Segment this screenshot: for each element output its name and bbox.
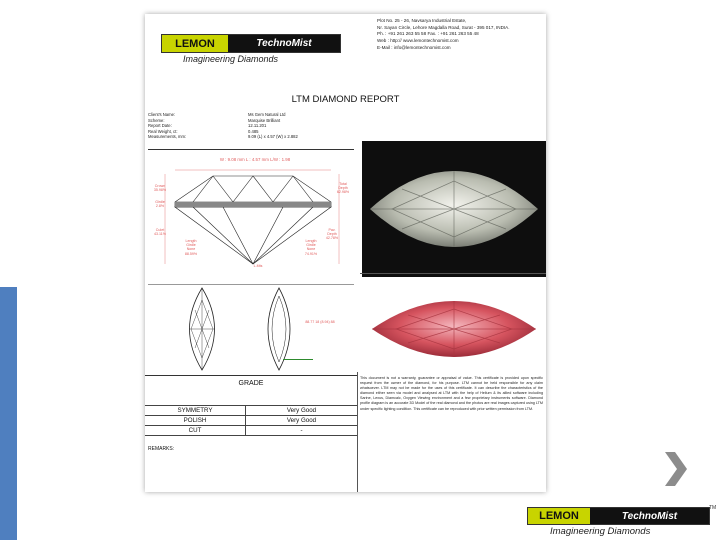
grade-value: Very Good xyxy=(246,416,358,426)
grade-top-rule xyxy=(145,375,357,376)
grade-label: SYMMETRY xyxy=(145,406,246,416)
footer-logo-lemon: LEMON xyxy=(528,508,590,524)
address-line: Plot No. 25 - 26, Navsarya Industrial Estate, xyxy=(377,18,467,23)
grade-row xyxy=(145,416,357,426)
address-phone: Ph. : +91 261 263 55 58 Fax. : +91 261 263 55 48 xyxy=(377,31,479,37)
company-address xyxy=(377,18,542,52)
girdle-note: Girdle 2.8% xyxy=(155,200,165,209)
trademark-mark: TM xyxy=(709,505,717,511)
diamond-photo-white xyxy=(362,141,546,277)
property-key: Measurements, mm: xyxy=(148,134,187,140)
section-divider xyxy=(148,284,354,285)
grade-label: POLISH xyxy=(145,416,246,426)
report-document xyxy=(145,14,546,492)
length-girdle-left-note: Length Girdle None 88.59% xyxy=(184,239,198,256)
property-value: 9.09 (L) x 4.57 (W) x 2.882 xyxy=(248,134,298,140)
property-value: Marquise Brilliant xyxy=(248,117,281,123)
footer-tagline: Imagineering Diamonds xyxy=(550,526,651,537)
pavilion-depth-note: Pav. Depth 42.78% xyxy=(325,228,339,241)
chevron-right-icon[interactable] xyxy=(663,450,689,488)
remarks-label: REMARKS: xyxy=(148,446,175,452)
property-row xyxy=(148,134,353,140)
diagram-header: W : 9.08 mm L : 4.57 mm L/W : 1.98 xyxy=(219,157,291,162)
report-title: LTM DIAMOND REPORT xyxy=(291,94,400,105)
disclaimer-text: This document is not a warranty, guarantee or appraisal of value. This certificate is provided upon specific request from the owner of the diamond, for his purpose. LTM cannot be held responsible for any claim whatsoever. LTM may not be made for the uses of this certificate. It can describe the characteristics of the diamond either seen via model and analysed at LTM with the help of Helium & its allied software including Sarine, Lexus, Diamcalc, Oxygen Viewing environment and a few proprietary instruments software. Diamond profile diagram is an accurate 3D Model of the real diamond and the photos are real images captured using LTM under specific lighting condition. This certificate can be reproduced with prior written permission from LTM. xyxy=(360,376,543,411)
grade-value: - xyxy=(246,426,358,436)
diamond-photo-red xyxy=(362,279,546,379)
culet-label: L.Mts xyxy=(253,264,263,268)
side-accent-bar xyxy=(0,287,17,540)
grade-row xyxy=(145,426,357,436)
section-divider xyxy=(148,149,354,150)
header-logo xyxy=(161,34,341,53)
scale-bar xyxy=(283,359,313,360)
culet-note: Culet 43.11% xyxy=(154,228,166,237)
bottom-divider xyxy=(357,372,358,492)
address-email: E-Mail : info@lemontechnomist.com xyxy=(377,44,451,50)
length-girdle-right-note: Length Girdle None 74.91% xyxy=(304,239,318,256)
grade-heading: GRADE xyxy=(238,380,264,387)
property-value: 0.485 xyxy=(248,128,259,134)
diamond-profile-diagram xyxy=(163,164,341,274)
property-key: Scheme: xyxy=(148,117,165,123)
address-line: Nr. Sayan Circle, Lehore Magdalla Road, Surat - 395 017, INDIA. xyxy=(377,24,510,30)
marquise-top-view xyxy=(175,286,230,372)
photo-divider xyxy=(360,273,546,274)
footer-logo-techno: TechnoMist xyxy=(590,508,709,524)
grade-label: CUT xyxy=(145,426,246,436)
property-key: Real Weight, ct: xyxy=(148,128,178,134)
grade-table xyxy=(145,405,357,436)
footer-logo xyxy=(527,507,710,525)
address-web: Web : http:// www.lemontechnomist.com xyxy=(377,38,459,44)
diamond-properties xyxy=(148,112,353,140)
grade-row xyxy=(145,406,357,416)
property-key: Report Date: xyxy=(148,123,172,129)
header-tagline: Imagineering Diamonds xyxy=(183,54,279,64)
total-depth-note: Total Depth 62.98% xyxy=(336,182,350,195)
property-key: Client's Name: xyxy=(148,112,176,117)
property-value: Ms Gem Natural Ltd xyxy=(248,112,286,117)
crown-note: Crown 35.98% xyxy=(153,184,167,193)
grade-value: Very Good xyxy=(246,406,358,416)
logo-lemon-text: LEMON xyxy=(162,35,228,52)
outline-measure-note: 88.77 18 (8.94) 88 xyxy=(305,320,335,324)
property-value: 12.11.201 xyxy=(248,123,267,129)
logo-techno-text: TechnoMist xyxy=(228,35,340,52)
